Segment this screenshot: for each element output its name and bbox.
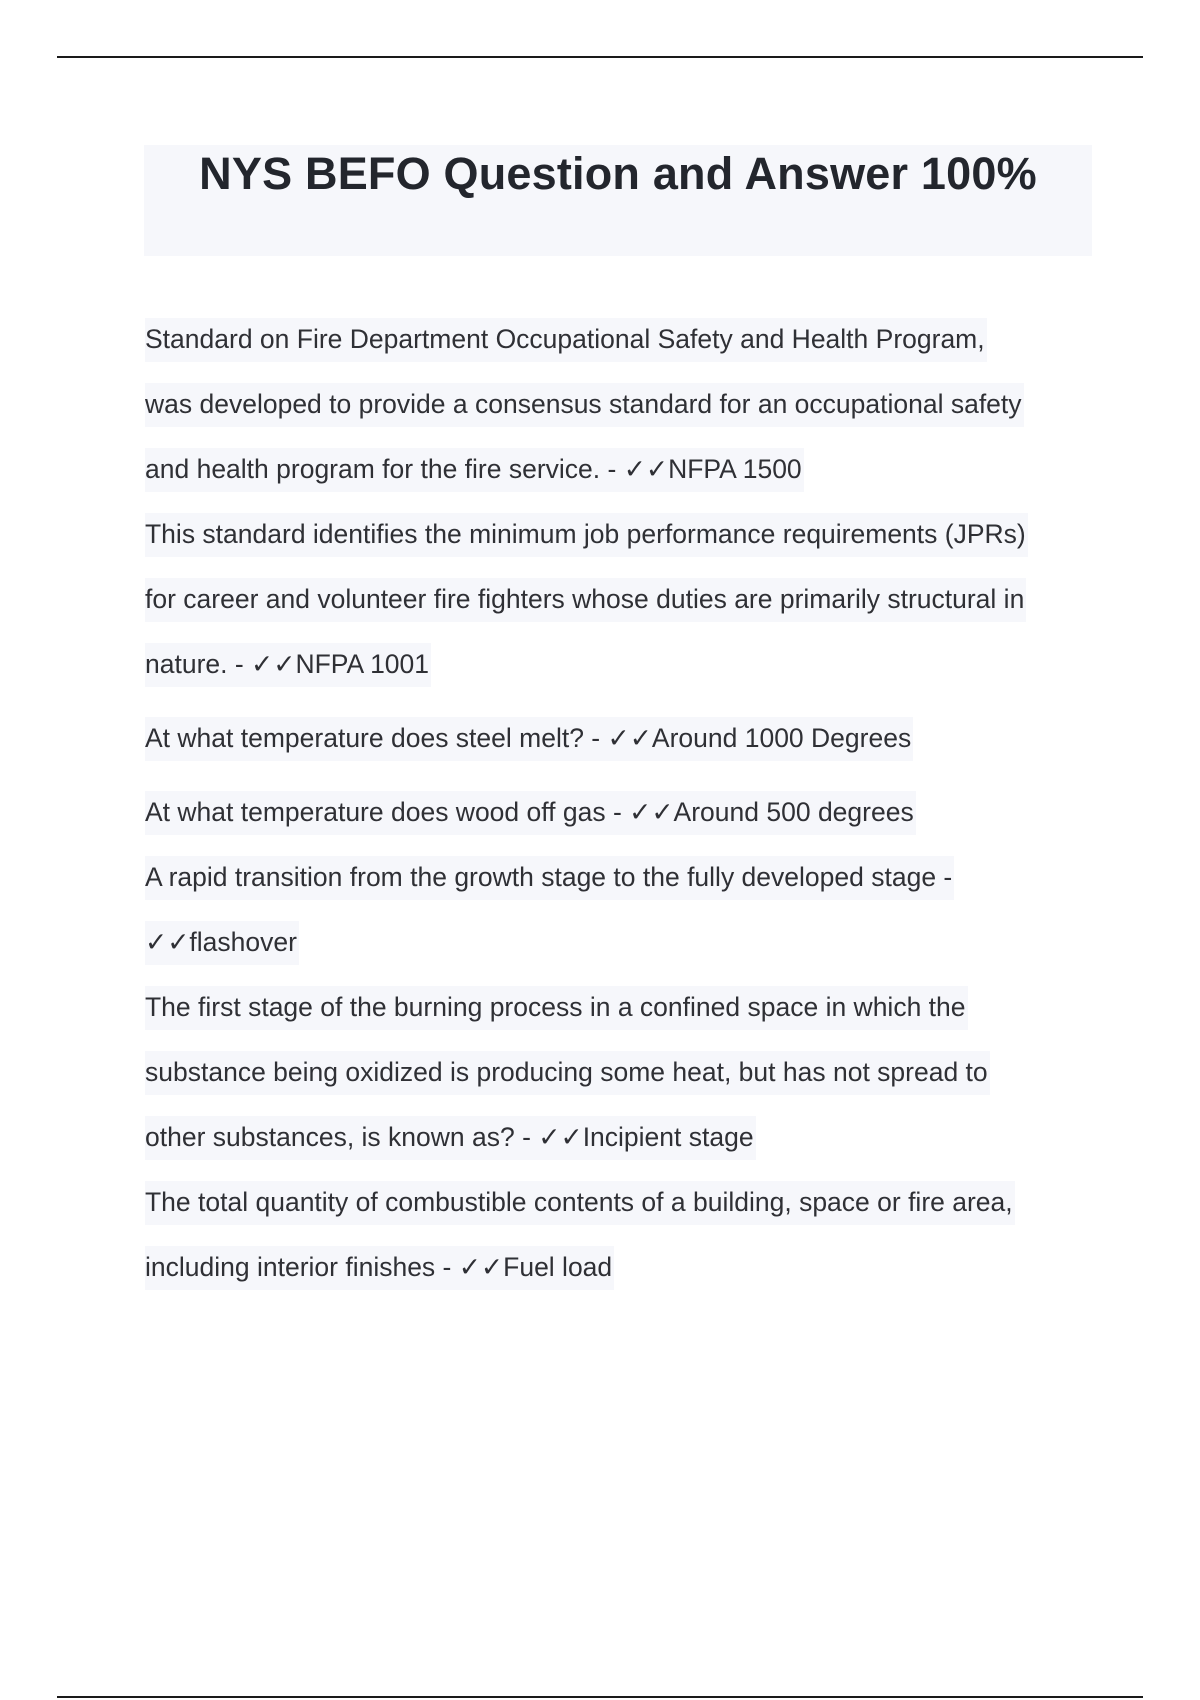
qa-line: including interior finishes - ✓✓Fuel load (145, 1246, 614, 1290)
qa-line: The first stage of the burning process in a confined space in which the (145, 986, 968, 1030)
qa-entry-7 (145, 1175, 1105, 1305)
qa-entry-5 (145, 850, 1105, 980)
qa-line: At what temperature does wood off gas - ✓✓Around 500 degrees (145, 791, 916, 835)
qa-line: Standard on Fire Department Occupational Safety and Health Program, (145, 318, 987, 362)
top-rule (57, 56, 1143, 58)
qa-line: and health program for the fire service. - ✓✓NFPA 1500 (145, 448, 804, 492)
page-title: NYS BEFO Question and Answer 100% (199, 148, 1037, 199)
qa-line: The total quantity of combustible contents of a building, space or fire area, (145, 1181, 1015, 1225)
qa-line: ✓✓flashover (145, 921, 299, 965)
qa-entry-1 (145, 312, 1105, 507)
qa-line: nature. - ✓✓NFPA 1001 (145, 643, 431, 687)
qa-line: other substances, is known as? - ✓✓Incipient stage (145, 1116, 756, 1160)
qa-line: was developed to provide a consensus standard for an occupational safety (145, 383, 1024, 427)
qa-entry-6 (145, 980, 1105, 1175)
qa-entry-2 (145, 507, 1105, 702)
qa-line: substance being oxidized is producing some heat, but has not spread to (145, 1051, 990, 1095)
qa-entry-4 (145, 785, 1105, 850)
qa-entry-3 (145, 711, 1105, 776)
qa-line: At what temperature does steel melt? - ✓✓Around 1000 Degrees (145, 717, 913, 761)
qa-line: A rapid transition from the growth stage to the fully developed stage - (145, 856, 954, 900)
qa-line: This standard identifies the minimum job performance requirements (JPRs) (145, 513, 1028, 557)
bottom-rule (57, 1696, 1143, 1698)
qa-line: for career and volunteer fire fighters whose duties are primarily structural in (145, 578, 1026, 622)
qa-list (145, 312, 1105, 1305)
